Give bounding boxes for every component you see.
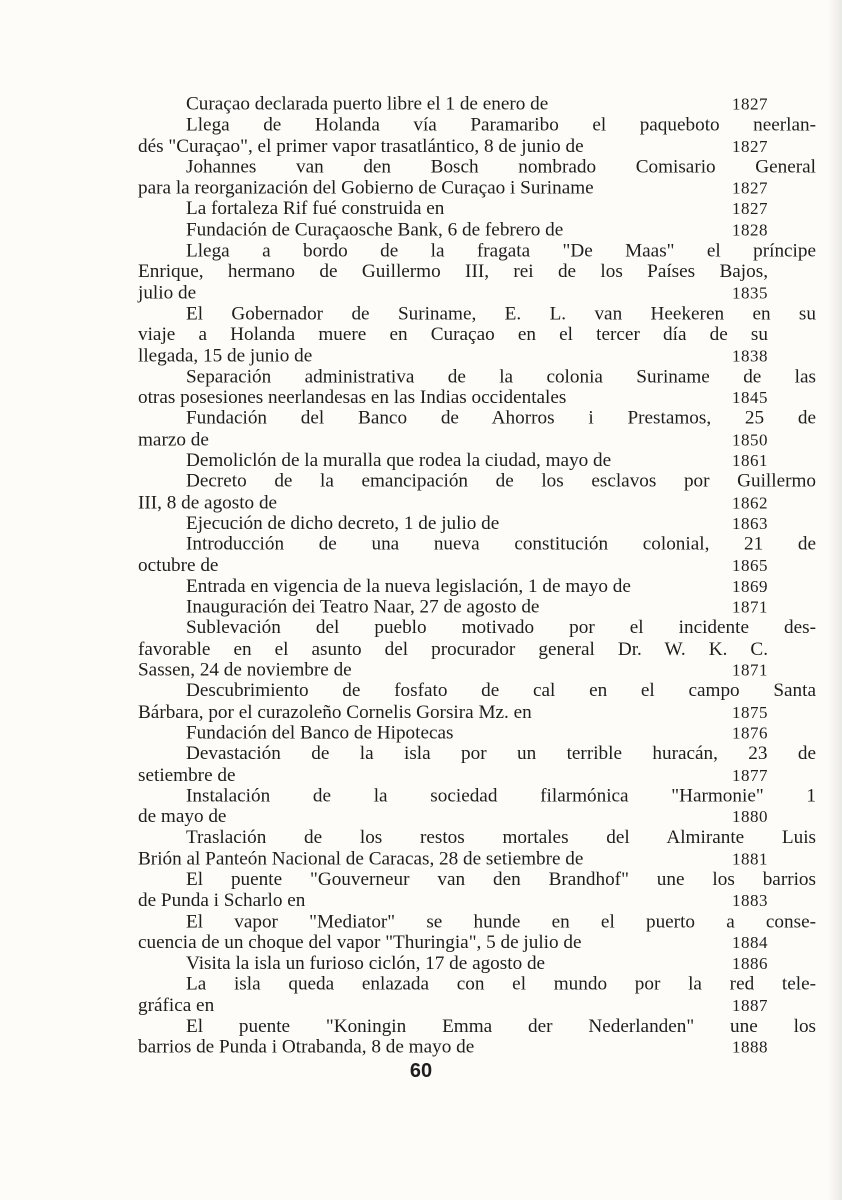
entry-text-line: Fundación del Banco de Hipotecas bbox=[186, 722, 454, 744]
entry-text-line: barrios de Punda i Otrabanda, 8 de mayo de bbox=[138, 1037, 475, 1058]
chronology-entry bbox=[138, 450, 768, 471]
entry-text-line: otras posesiones neerlandesas en las Indias occidentales bbox=[138, 387, 567, 409]
entry-text-line: octubre de bbox=[138, 555, 219, 576]
chronology-list bbox=[138, 94, 816, 1058]
entry-year: 1871 bbox=[732, 660, 768, 680]
entry-text-line: Bárbara, por el curazoleño Cornelis Gorsira Mz. en bbox=[138, 701, 532, 723]
entry-year: 1827 bbox=[732, 136, 768, 156]
chronology-entry bbox=[138, 597, 768, 618]
entry-year: 1863 bbox=[732, 514, 768, 533]
entry-text-line: Decreto de la emancipación de los esclavos por Guillermo bbox=[186, 471, 816, 492]
entry-text-line: de Punda i Scharlo en bbox=[138, 890, 306, 911]
chronology-entry bbox=[138, 911, 816, 953]
entry-year: 1828 bbox=[732, 220, 768, 240]
entry-text-line: dés "Curaçao", el primer vapor trasatlántico, 8 de junio de bbox=[138, 135, 584, 157]
chronology-entry bbox=[138, 303, 816, 367]
entry-year: 1887 bbox=[732, 996, 768, 1015]
entry-year: 1884 bbox=[732, 933, 768, 952]
entry-text-line: Ejecución de dicho decreto, 1 de julio de bbox=[186, 513, 500, 534]
chronology-entry bbox=[138, 743, 816, 786]
entry-text-line: Visita la isla un furioso ciclón, 17 de agosto de bbox=[186, 953, 546, 974]
entry-text-line: La fortaleza Rif fué construida en bbox=[186, 198, 445, 220]
entry-year: 1880 bbox=[732, 807, 768, 827]
entry-year: 1850 bbox=[732, 430, 768, 449]
entry-year: 1827 bbox=[732, 199, 768, 219]
entry-year: 1869 bbox=[732, 576, 768, 596]
entry-year: 1827 bbox=[732, 178, 768, 198]
entry-text-line: favorable en el asunto del procurador general Dr. W. K. C. bbox=[138, 638, 768, 660]
entry-year: 1862 bbox=[732, 493, 768, 512]
entry-year: 1871 bbox=[732, 597, 768, 617]
entry-text-line: Enrique, hermano de Guillermo III, rei de los Países Bajos, bbox=[138, 261, 768, 283]
entry-text-line: Llega a bordo de la fragata "De Maas" el príncipe bbox=[186, 240, 816, 262]
entry-text-line: El puente "Koningin Emma der Nederlanden" une los bbox=[186, 1016, 816, 1037]
entry-text-line: Sassen, 24 de noviembre de bbox=[138, 659, 352, 681]
entry-text-line: Traslación de los restos mortales del Almirante Luis bbox=[186, 827, 816, 849]
chronology-entry bbox=[138, 953, 768, 974]
chronology-entry bbox=[138, 156, 816, 199]
entry-text-line: Devastación de la isla por un terrible huracán, 23 de bbox=[186, 743, 816, 765]
entry-year: 1886 bbox=[732, 954, 768, 973]
chronology-entry bbox=[138, 114, 816, 157]
chronology-entry bbox=[138, 785, 816, 828]
chronology-entry bbox=[138, 408, 816, 450]
entry-text-line: El Gobernador de Suriname, E. L. van Heekeren en su bbox=[186, 303, 816, 325]
entry-text-line: Brión al Panteón Nacional de Caracas, 28 de setiembre de bbox=[138, 848, 584, 870]
page-edge-shadow bbox=[828, 0, 842, 1200]
entry-year: 1883 bbox=[732, 891, 768, 911]
entry-text-line: Sublevación del pueblo motivado por el incidente des- bbox=[186, 617, 816, 639]
chronology-entry bbox=[138, 576, 768, 597]
entry-text-line: El vapor "Mediator" se hunde en el puerto a conse- bbox=[186, 911, 816, 932]
entry-text-line: marzo de bbox=[138, 429, 209, 450]
entry-text-line: Fundación del Banco de Ahorros i Prestamos, 25 de bbox=[186, 408, 816, 430]
entry-text-line: para la reorganización del Gobierno de Curaçao i Suriname bbox=[138, 177, 594, 199]
entry-text-line: El puente "Gouverneur van den Brandhof" une los barrios bbox=[186, 869, 816, 891]
page-number: 60 bbox=[409, 1060, 433, 1082]
entry-text-line: Inauguración dei Teatro Naar, 27 de agosto de bbox=[186, 596, 540, 618]
entry-text-line: Fundación de Curaçaosche Bank, 6 de febrero de bbox=[186, 219, 564, 241]
entry-year: 1827 bbox=[732, 94, 768, 114]
entry-year: 1888 bbox=[732, 1038, 768, 1057]
entry-text-line: setiembre de bbox=[138, 764, 236, 786]
entry-year: 1835 bbox=[732, 283, 768, 303]
chronology-entry bbox=[138, 617, 816, 681]
entry-text-line: La isla queda enlazada con el mundo por la red tele- bbox=[186, 974, 816, 995]
entry-text-line: Separación administrativa de la colonia Suriname de las bbox=[186, 366, 816, 388]
entry-text-line: de mayo de bbox=[138, 806, 227, 828]
chronology-entry bbox=[138, 974, 816, 1016]
entry-text-line: julio de bbox=[138, 282, 197, 304]
entry-year: 1845 bbox=[732, 388, 768, 408]
entry-year: 1877 bbox=[732, 765, 768, 785]
entry-text-line: Demoliclón de la muralla que rodea la ciudad, mayo de bbox=[186, 450, 612, 471]
entry-year: 1876 bbox=[732, 723, 768, 743]
entry-year: 1881 bbox=[732, 849, 768, 869]
entry-text-line: llegada, 15 de junio de bbox=[138, 345, 313, 367]
entry-text-line: Entrada en vigencia de la nueva legislación, 1 de mayo de bbox=[186, 575, 631, 597]
entry-text-line: III, 8 de agosto de bbox=[138, 492, 278, 513]
chronology-entry bbox=[138, 869, 816, 911]
entry-year: 1838 bbox=[732, 346, 768, 366]
entry-text-line: Descubrimiento de fosfato de cal en el campo Santa bbox=[186, 680, 816, 702]
entry-text-line: Llega de Holanda vía Paramaribo el paqueboto neerlan- bbox=[186, 114, 816, 136]
chronology-entry bbox=[138, 94, 768, 115]
chronology-entry bbox=[138, 680, 816, 723]
chronology-entry bbox=[138, 471, 816, 513]
entry-year: 1875 bbox=[732, 702, 768, 722]
entry-text-line: Curaçao declarada puerto libre el 1 de enero de bbox=[186, 94, 549, 115]
entry-text-line: gráfica en bbox=[138, 995, 215, 1016]
chronology-entry bbox=[138, 199, 768, 220]
entry-text-line: cuencia de un choque del vapor "Thuringia", 5 de julio de bbox=[138, 932, 582, 953]
entry-text-line: Instalación de la sociedad filarmónica "Harmonie" 1 bbox=[186, 785, 816, 807]
chronology-entry bbox=[138, 220, 768, 241]
chronology-entry bbox=[138, 1016, 816, 1058]
entry-text-line: viaje a Holanda muere en Curaçao en el tercer día de su bbox=[138, 324, 768, 346]
chronology-entry bbox=[138, 240, 816, 304]
entry-text-line: Johannes van den Bosch nombrado Comisario General bbox=[186, 156, 816, 178]
entry-text-line: Introducción de una nueva constitución colonial, 21 de bbox=[186, 534, 816, 555]
chronology-entry bbox=[138, 723, 768, 744]
entry-year: 1865 bbox=[732, 556, 768, 575]
chronology-entry bbox=[138, 534, 816, 576]
chronology-entry bbox=[138, 827, 816, 870]
chronology-entry bbox=[138, 366, 816, 409]
chronology-entry bbox=[138, 513, 768, 534]
entry-year: 1861 bbox=[732, 451, 768, 470]
